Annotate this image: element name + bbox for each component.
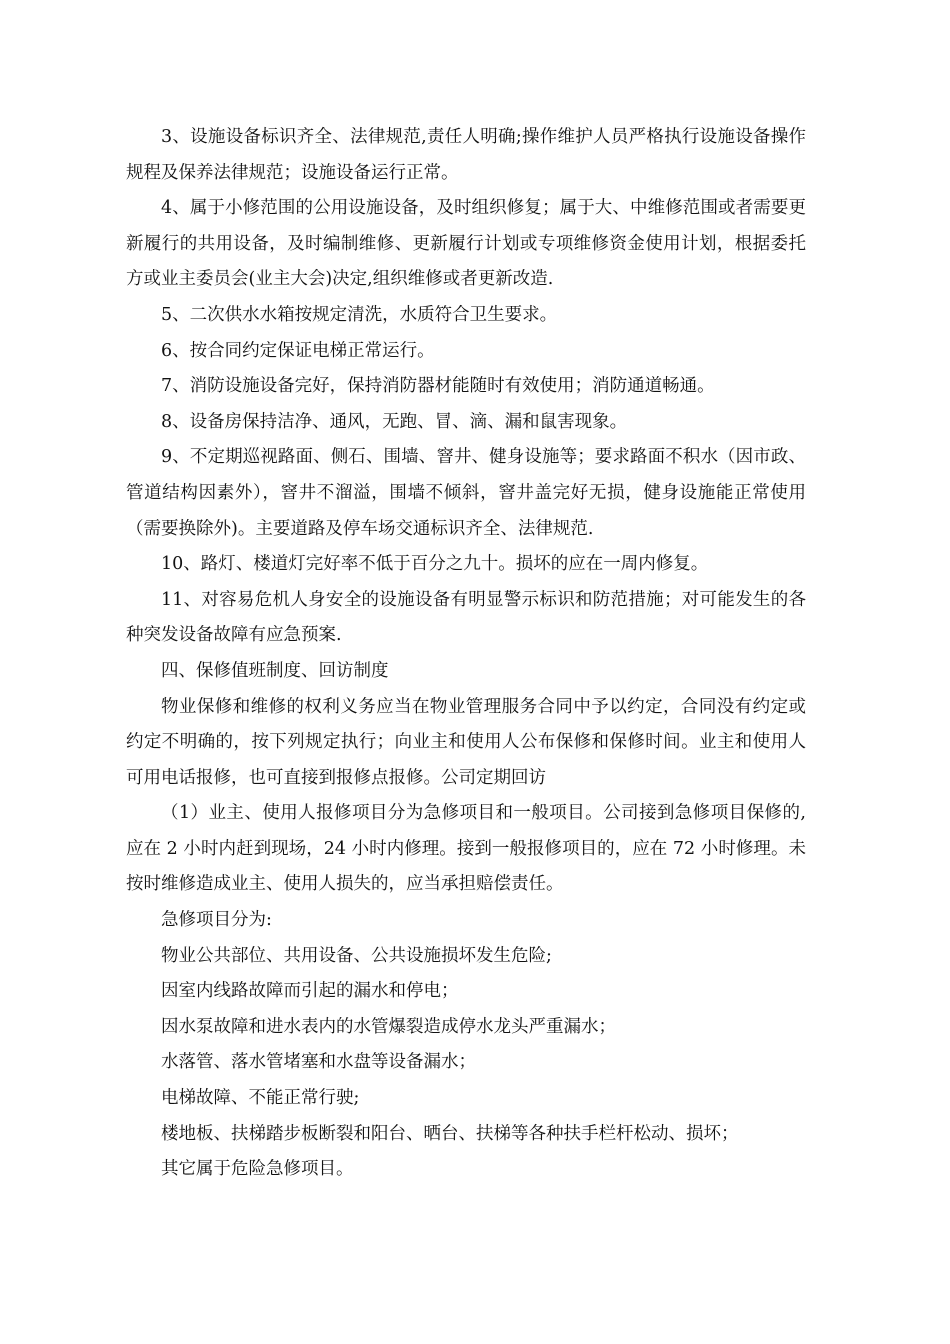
urgent-list-item: 楼地板、扶梯踏步板断裂和阳台、晒台、扶梯等各种扶手栏杆松动、损坏；: [161, 1123, 739, 1144]
paragraph-clause-1: （1）业主、使用人报修项目分为急修项目和一般项目。公司接到急修项目保修的,应在 2 小时内赶到现场，24 小时内修理。接到一般报修项目的，应在 72 小时修理。未按时维修造成业主、使用人损失的，应当承担赔偿责任。: [126, 803, 806, 895]
paragraph-item-4: 4、属于小修范围的公用设施设备，及时组织修复；属于大、中维修范围或者需要更新履行的共用设备，及时编制维修、更新履行计划或专项维修资金使用计划，根据委托方或业主委员会(业主大会)决定,组织维修或者更新改造.: [126, 198, 806, 290]
urgent-list-item: 其它属于危险急修项目。: [161, 1159, 354, 1180]
paragraph-item-9: 9、不定期巡视路面、侧石、围墙、窨井、健身设施等；要求路面不积水（因市政、管道结构因素外），窨井不溜溢，围墙不倾斜，窨井盖完好无损，健身设施能正常使用（需要换除外)。主要道路及停车场交通标识齐全、法律规范.: [126, 447, 806, 539]
paragraph-item-3: 3、设施设备标识齐全、法律规范,责任人明确;操作维护人员严格执行设施设备操作规程及保养法律规范；设施设备运行正常。: [126, 127, 806, 183]
urgent-list-heading: 急修项目分为:: [161, 910, 272, 931]
paragraph-item-5: 5、二次供水水箱按规定清洗，水质符合卫生要求。: [161, 304, 558, 325]
paragraph-item-10: 10、路灯、楼道灯完好率不低于百分之九十。损坏的应在一周内修复。: [161, 554, 709, 575]
urgent-list-item: 电梯故障、不能正常行驶;: [161, 1088, 360, 1109]
urgent-list-item: 水落管、落水管堵塞和水盘等设备漏水；: [161, 1052, 476, 1073]
urgent-list-item: 因室内线路故障而引起的漏水和停电；: [161, 981, 459, 1002]
document-body: [126, 120, 806, 1188]
paragraph-item-7: 7、消防设施设备完好，保持消防器材能随时有效使用；消防通道畅通。: [161, 376, 715, 397]
paragraph-item-6: 6、按合同约定保证电梯正常运行。: [161, 340, 435, 361]
paragraph-item-8: 8、设备房保持洁净、通风，无跑、冒、滴、漏和鼠害现象。: [161, 411, 628, 432]
paragraph-item-11: 11、对容易危机人身安全的设施设备有明显警示标识和防范措施；对可能发生的各种突发设备故障有应急预案.: [126, 589, 806, 646]
urgent-list-item: 物业公共部位、共用设备、公共设施损坏发生危险;: [161, 945, 552, 966]
urgent-list-item: 因水泵故障和进水表内的水管爆裂造成停水龙头严重漏水；: [161, 1016, 616, 1037]
section-heading: 四、保修值班制度、回访制度: [161, 660, 389, 681]
paragraph-intro: 物业保修和维修的权利义务应当在物业管理服务合同中予以约定，合同没有约定或约定不明确的，按下列规定执行；向业主和使用人公布保修和保修时间。业主和使用人可用电话报修，也可直接到报修点报修。公司定期回访: [126, 696, 806, 788]
